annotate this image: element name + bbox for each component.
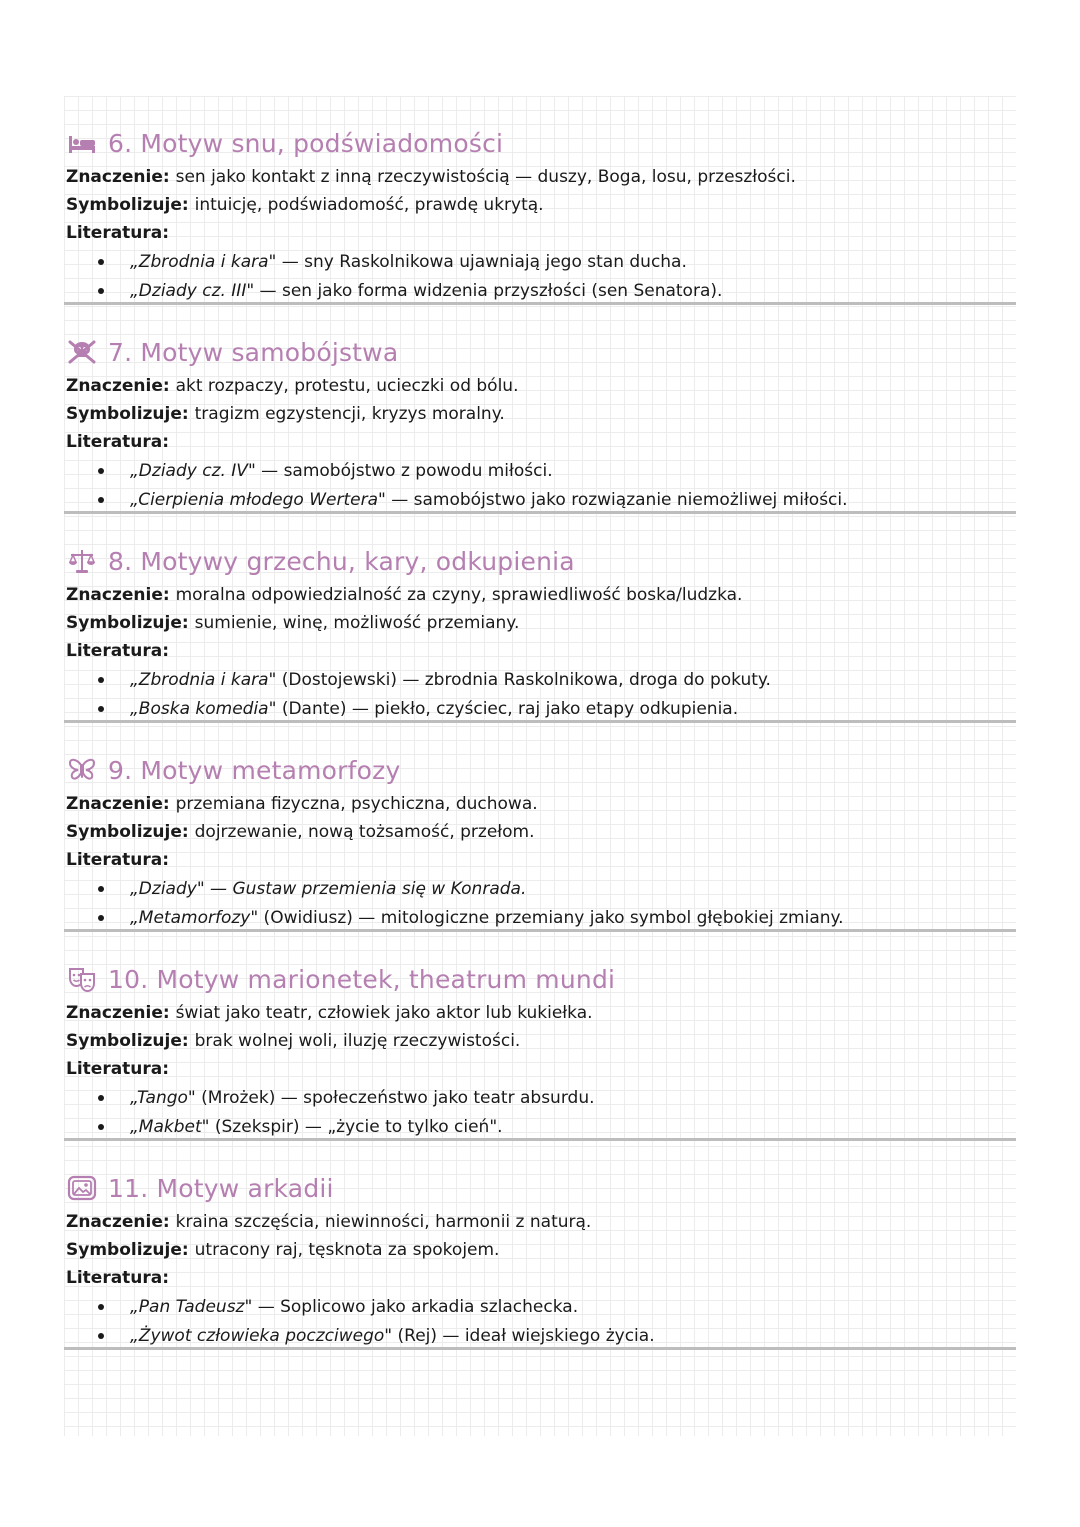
meaning-text: świat jako teatr, człowiek jako aktor lub kukiełka. <box>175 1003 593 1023</box>
meaning-line: Znaczenie: sen jako kontakt z inną rzeczywistością — duszy, Boga, losu, przeszłości. <box>66 167 796 187</box>
section-title: 6. Motyw snu, podświadomości <box>108 128 504 158</box>
literature-list <box>98 878 844 936</box>
meaning-line: Znaczenie: akt rozpaczy, protestu, ucieczki od bólu. <box>66 376 519 396</box>
symbolizes-text: utracony raj, tęsknota za spokojem. <box>194 1240 500 1260</box>
meaning-text: przemiana fizyczna, psychiczna, duchowa. <box>175 794 538 814</box>
meaning-text: moralna odpowiedzialność za czyny, sprawiedliwość boska/ludzka. <box>175 585 743 605</box>
symbolizes-line: Symbolizuje: brak wolnej woli, iluzję rzeczywistości. <box>66 1031 521 1051</box>
literature-label: Literatura: <box>66 1059 170 1079</box>
skull-icon <box>66 337 98 367</box>
symbolizes-line: Symbolizuje: utracony raj, tęsknota za spokojem. <box>66 1240 500 1260</box>
bed-icon <box>66 128 98 158</box>
section-motif-sin <box>64 514 1016 723</box>
meaning-text: sen jako kontakt z inną rzeczywistością — duszy, Boga, losu, przeszłości. <box>175 167 796 187</box>
section-title: 7. Motyw samobójstwa <box>108 337 399 367</box>
section-title-row <box>66 753 400 787</box>
meaning-text: akt rozpaczy, protestu, ucieczki od bólu. <box>175 376 519 396</box>
literature-list <box>98 669 771 727</box>
symbolizes-line: Symbolizuje: tragizm egzystencji, kryzys moralny. <box>66 404 505 424</box>
list-item: „Tango" (Mrożek) — społeczeństwo jako teatr absurdu. <box>98 1087 595 1116</box>
scales-icon <box>66 546 98 576</box>
list-item: „Żywot człowieka poczciwego" (Rej) — ideał wiejskiego życia. <box>98 1325 655 1354</box>
section-motif-puppets <box>64 932 1016 1141</box>
list-item: „Dziady" — Gustaw przemienia się w Konrada. <box>98 878 844 907</box>
list-item: „Makbet" (Szekspir) — „życie to tylko cień". <box>98 1116 595 1145</box>
section-title: 9. Motyw metamorfozy <box>108 755 401 785</box>
meaning-line: Znaczenie: przemiana fizyczna, psychiczna, duchowa. <box>66 794 538 814</box>
symbolizes-text: tragizm egzystencji, kryzys moralny. <box>194 404 505 424</box>
meaning-text: kraina szczęścia, niewinności, harmonii z naturą. <box>175 1212 592 1232</box>
section-motif-arcadia <box>64 1141 1016 1350</box>
section-motif-suicide <box>64 305 1016 514</box>
literature-label: Literatura: <box>66 850 170 870</box>
section-title: 11. Motyw arkadii <box>108 1173 334 1203</box>
meaning-line: Znaczenie: moralna odpowiedzialność za czyny, sprawiedliwość boska/ludzka. <box>66 585 743 605</box>
landscape-picture-icon <box>66 1173 98 1203</box>
symbolizes-text: brak wolnej woli, iluzję rzeczywistości. <box>194 1031 521 1051</box>
literature-list <box>98 1087 595 1145</box>
symbolizes-line: Symbolizuje: intuicję, podświadomość, prawdę ukrytą. <box>66 195 544 215</box>
literature-label: Literatura: <box>66 1268 170 1288</box>
meaning-line: Znaczenie: kraina szczęścia, niewinności, harmonii z naturą. <box>66 1212 592 1232</box>
section-title-row <box>66 126 503 160</box>
symbolizes-text: sumienie, winę, możliwość przemiany. <box>194 613 520 633</box>
list-item: „Cierpienia młodego Wertera" — samobójstwo jako rozwiązanie niemożliwej miłości. <box>98 489 848 518</box>
section-title-row <box>66 544 575 578</box>
symbolizes-line: Symbolizuje: dojrzewanie, nową tożsamość, przełom. <box>66 822 535 842</box>
section-title-row <box>66 335 398 369</box>
literature-label: Literatura: <box>66 432 170 452</box>
literature-list <box>98 251 722 309</box>
notes-sheet <box>64 96 1016 1436</box>
literature-list <box>98 460 848 518</box>
section-motif-dream <box>64 96 1016 305</box>
list-item: „Dziady cz. III" — sen jako forma widzenia przyszłości (sen Senatora). <box>98 280 722 309</box>
list-item: „Dziady cz. IV" — samobójstwo z powodu miłości. <box>98 460 848 489</box>
symbolizes-line: Symbolizuje: sumienie, winę, możliwość przemiany. <box>66 613 520 633</box>
list-item: „Boska komedia" (Dante) — piekło, czyściec, raj jako etapy odkupienia. <box>98 698 771 727</box>
section-divider <box>64 1347 1016 1350</box>
section-title: 8. Motywy grzechu, kary, odkupienia <box>108 546 575 576</box>
theater-masks-icon <box>66 964 98 994</box>
butterfly-icon <box>66 755 98 785</box>
list-item: „Metamorfozy" (Owidiusz) — mitologiczne przemiany jako symbol głębokiej zmiany. <box>98 907 844 936</box>
meaning-line: Znaczenie: świat jako teatr, człowiek jako aktor lub kukiełka. <box>66 1003 593 1023</box>
symbolizes-text: dojrzewanie, nową tożsamość, przełom. <box>194 822 535 842</box>
section-title-row <box>66 962 615 996</box>
literature-label: Literatura: <box>66 223 170 243</box>
literature-list <box>98 1296 655 1354</box>
symbolizes-text: intuicję, podświadomość, prawdę ukrytą. <box>194 195 544 215</box>
section-title: 10. Motyw marionetek, theatrum mundi <box>108 964 616 994</box>
literature-label: Literatura: <box>66 641 170 661</box>
section-motif-metamorphosis <box>64 723 1016 932</box>
section-title-row <box>66 1171 334 1205</box>
list-item: „Zbrodnia i kara" — sny Raskolnikowa ujawniają jego stan ducha. <box>98 251 722 280</box>
list-item: „Pan Tadeusz" — Soplicowo jako arkadia szlachecka. <box>98 1296 655 1325</box>
list-item: „Zbrodnia i kara" (Dostojewski) — zbrodnia Raskolnikowa, droga do pokuty. <box>98 669 771 698</box>
